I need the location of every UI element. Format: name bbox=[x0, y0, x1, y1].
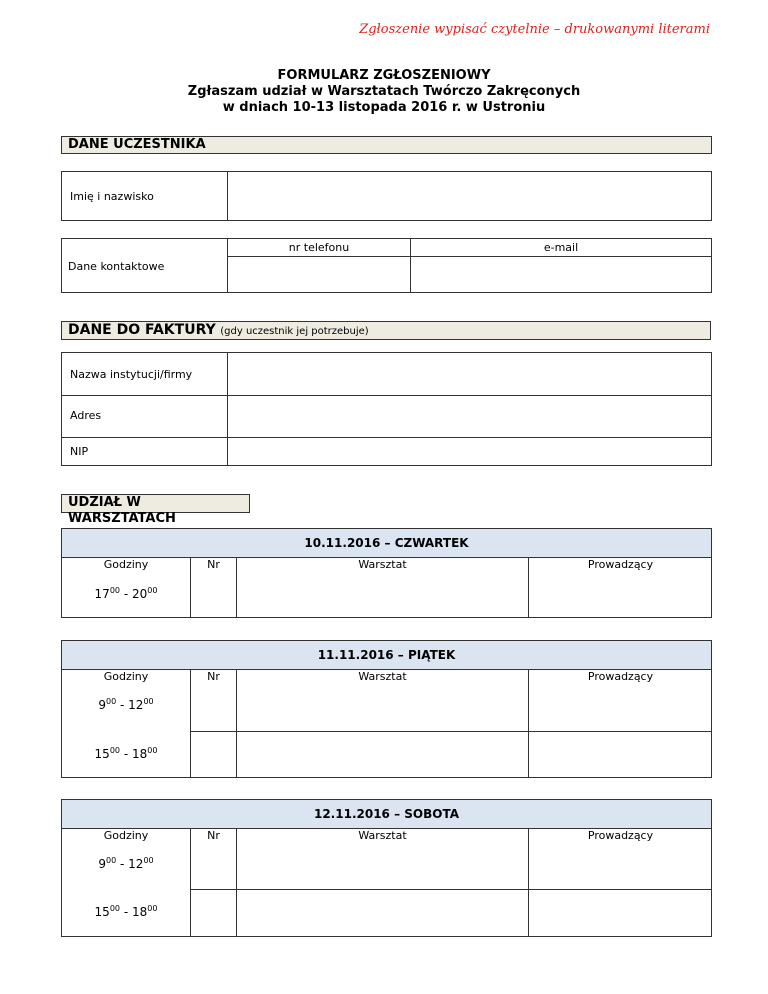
time-slot: $15^{00} - 18^{00}$ bbox=[94, 904, 158, 919]
invoice-table bbox=[61, 352, 712, 466]
form-dates: w dniach 10-13 listopada 2016 r. w Ustroniu bbox=[222, 100, 546, 115]
time-slot: $9^{00} - 12^{00}$ bbox=[98, 856, 154, 871]
workshop-field[interactable] bbox=[237, 686, 528, 731]
email-field[interactable] bbox=[411, 257, 711, 292]
col-workshop: Warsztat bbox=[358, 829, 407, 842]
day-title: 12.11.2016 – SOBOTA bbox=[313, 807, 459, 821]
col-leader: Prowadzący bbox=[587, 829, 654, 842]
leader-field[interactable] bbox=[529, 686, 711, 731]
day-header bbox=[62, 800, 711, 829]
nr-field[interactable] bbox=[191, 890, 236, 936]
col-workshop: Warsztat bbox=[358, 558, 407, 571]
time-slot: $17^{00} - 20^{00}$ bbox=[94, 586, 158, 601]
leader-field[interactable] bbox=[529, 890, 711, 936]
day-table bbox=[61, 799, 712, 937]
section-workshops-title: UDZIAŁ W WARSZTATACH bbox=[68, 495, 176, 526]
email-label: e-mail bbox=[543, 241, 579, 254]
instruction-note: Zgłoszenie wypisać czytelnie – drukowanymi literami bbox=[359, 22, 710, 37]
section-participant-title: DANE UCZESTNIKA bbox=[68, 137, 206, 152]
nip-field[interactable] bbox=[228, 438, 711, 465]
contact-row bbox=[61, 238, 712, 293]
section-workshops bbox=[61, 494, 250, 526]
section-invoice bbox=[61, 321, 711, 340]
section-participant bbox=[61, 136, 712, 154]
name-row bbox=[61, 171, 712, 221]
nr-field[interactable] bbox=[191, 686, 236, 731]
col-nr: Nr bbox=[207, 558, 220, 571]
col-workshop: Warsztat bbox=[358, 670, 407, 683]
address-label: Adres bbox=[70, 409, 102, 422]
form-subtitle: Zgłaszam udział w Warsztatach Twórczo Zakręconych bbox=[187, 84, 581, 99]
nr-field[interactable] bbox=[191, 574, 236, 618]
workshop-field[interactable] bbox=[237, 890, 528, 936]
col-leader: Prowadzący bbox=[587, 670, 654, 683]
workshop-field[interactable] bbox=[237, 845, 528, 889]
leader-field[interactable] bbox=[529, 574, 711, 618]
leader-field[interactable] bbox=[529, 845, 711, 889]
phone-field[interactable] bbox=[228, 257, 410, 292]
day-table bbox=[61, 528, 712, 618]
nr-field[interactable] bbox=[191, 845, 236, 889]
day-title: 10.11.2016 – CZWARTEK bbox=[304, 536, 469, 550]
nip-label: NIP bbox=[70, 445, 89, 458]
contact-label: Dane kontaktowe bbox=[68, 260, 165, 273]
col-leader: Prowadzący bbox=[587, 558, 654, 571]
day-header bbox=[62, 641, 711, 670]
form-title: FORMULARZ ZGŁOSZENIOWY bbox=[277, 68, 491, 83]
col-hours: Godziny bbox=[103, 670, 149, 683]
phone-label: nr telefonu bbox=[288, 241, 350, 254]
address-field[interactable] bbox=[228, 396, 711, 437]
col-hours: Godziny bbox=[103, 829, 149, 842]
name-label: Imię i nazwisko bbox=[70, 190, 154, 203]
section-invoice-title: DANE DO FAKTURY bbox=[68, 322, 216, 338]
col-hours: Godziny bbox=[103, 558, 149, 571]
workshop-field[interactable] bbox=[237, 732, 528, 777]
workshop-field[interactable] bbox=[237, 574, 528, 618]
time-slot: $9^{00} - 12^{00}$ bbox=[98, 697, 154, 712]
time-slot: $15^{00} - 18^{00}$ bbox=[94, 746, 158, 761]
section-invoice-note: (gdy uczestnik jej potrzebuje) bbox=[220, 326, 369, 337]
name-field[interactable] bbox=[228, 172, 711, 220]
nr-field[interactable] bbox=[191, 732, 236, 777]
leader-field[interactable] bbox=[529, 732, 711, 777]
institution-field[interactable] bbox=[228, 353, 711, 395]
day-table bbox=[61, 640, 712, 778]
institution-label: Nazwa instytucji/firmy bbox=[70, 368, 193, 381]
col-nr: Nr bbox=[207, 670, 220, 683]
day-title: 11.11.2016 – PIĄTEK bbox=[317, 648, 456, 662]
day-header bbox=[62, 529, 711, 558]
col-nr: Nr bbox=[207, 829, 220, 842]
